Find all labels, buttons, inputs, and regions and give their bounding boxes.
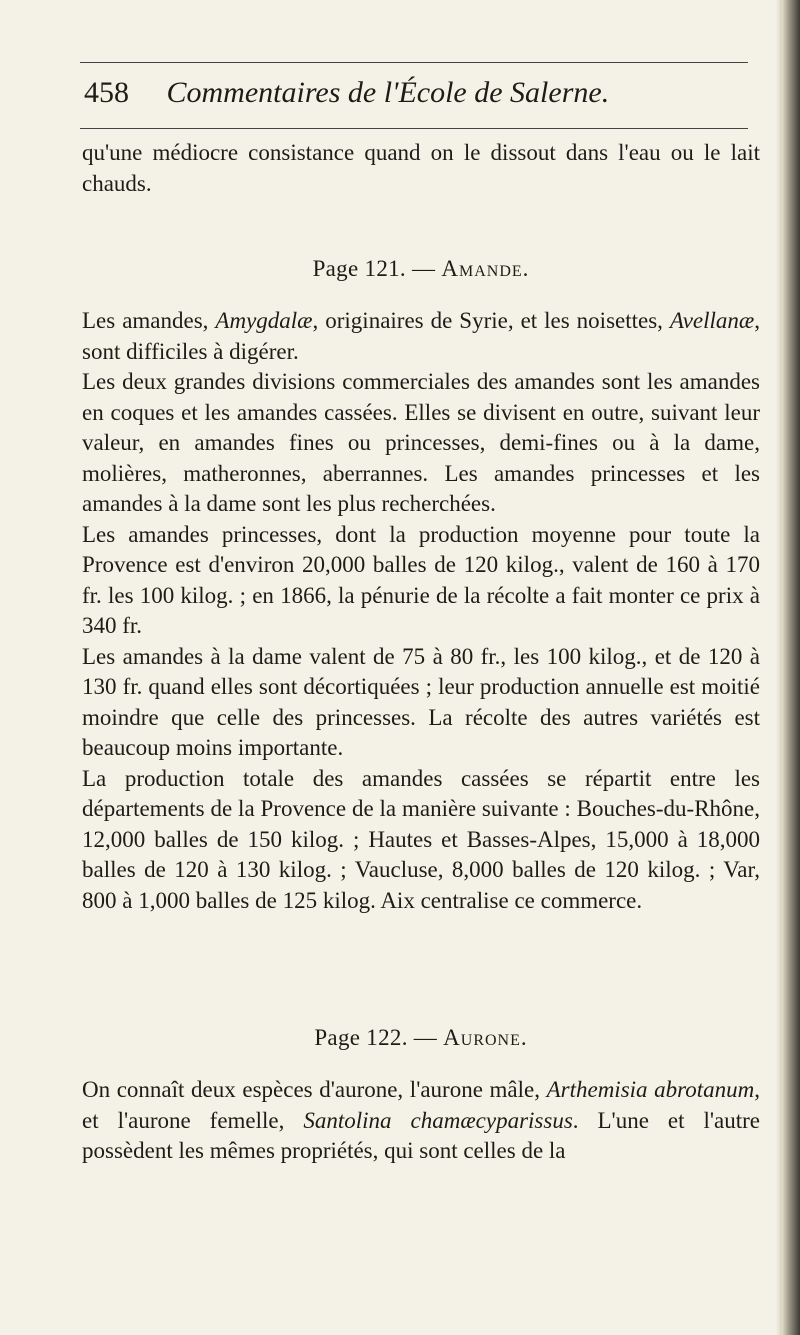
- running-header: [84, 70, 744, 116]
- para6-mid: , et l'aurone femelle,: [82, 1077, 760, 1133]
- section-heading-prefix: Page 122. —: [314, 1025, 444, 1050]
- continuation-text: [82, 138, 760, 199]
- continuation-paragraph: qu'une médiocre consistance quand on le dissout dans l'eau ou le lait chauds.: [82, 140, 760, 196]
- paragraph-4: Les amandes à la dame valent de 75 à 80 fr., les 100 kilog., et de 120 à 130 fr. quand elles sont décortiquées ; leur production annuelle est moitié moindre que celle des princesses. La récolte des autres variétés est beaucoup moins importante.: [82, 643, 760, 760]
- top-rule: [80, 62, 748, 63]
- amande-body: [82, 306, 760, 916]
- section-heading-title: Aurone.: [443, 1025, 528, 1050]
- section-heading-title: Amande.: [441, 256, 530, 281]
- book-spine-edge: [782, 0, 800, 1335]
- aurone-body: [82, 1075, 760, 1167]
- para6-latin-arthemisia: Arthemisia abrotanum: [546, 1077, 755, 1102]
- para1-start: Les amandes,: [82, 308, 216, 333]
- para1-mid: , originaires de Syrie, et les noisettes,: [312, 308, 670, 333]
- running-title: Commentaires de l'École de Salerne.: [166, 76, 610, 109]
- para6-end: . L'une et l'autre possèdent les mêmes propriétés, qui sont celles de la: [82, 1107, 760, 1163]
- paragraph-6: [82, 1075, 760, 1167]
- para6-start: On connaît deux espèces d'aurone, l'aurone mâle,: [82, 1077, 547, 1102]
- para1-latin-avellanae: Avellanæ: [669, 308, 755, 333]
- paragraph-3: Les amandes princesses, dont la production moyenne pour toute la Provence est d'environ 20,000 balles de 120 kilog., valent de 160 à 170 fr. les 100 kilog. ; en 1866, la pénurie de la récolte a fait monter ce prix à 340 fr.: [82, 521, 760, 638]
- para6-latin-santolina: Santolina chamæcyparissus: [303, 1107, 573, 1133]
- paragraph-5: La production totale des amandes cassées se répartit entre les départements de la Provence de la manière suivante : Bouches-du-Rhône, 12,000 balles de 150 kilog. ; Hautes et Basses-Alpes, 15,000 à 18,000 balles de 120 à 130 kilog. ; Vaucluse, 8,000 balles de 120 kilog. ; Var, 800 à 1,000 balles de 125 kilog. Aix centralise ce commerce.: [82, 765, 760, 913]
- section-heading-aurone: [82, 1023, 760, 1054]
- para1-end: , sont difficiles à digérer.: [82, 308, 760, 364]
- section-heading-amande: [82, 254, 760, 285]
- para1-latin-amygdalae: Amygdalæ: [215, 308, 313, 333]
- section-heading-prefix: Page 121. —: [312, 256, 442, 281]
- page-number: 458: [84, 76, 129, 109]
- paragraph-2: Les deux grandes divisions commerciales des amandes sont les amandes en coques et les amandes cassées. Elles se divisent en outre, suivant leur valeur, en amandes fines ou princesses, demi-fines ou à la dame, molières, matheronnes, aberrannes. Les amandes princesses et les amandes à la dame sont les plus recherchées.: [82, 369, 760, 516]
- header-rule: [80, 128, 748, 129]
- paragraph-1: [82, 306, 760, 367]
